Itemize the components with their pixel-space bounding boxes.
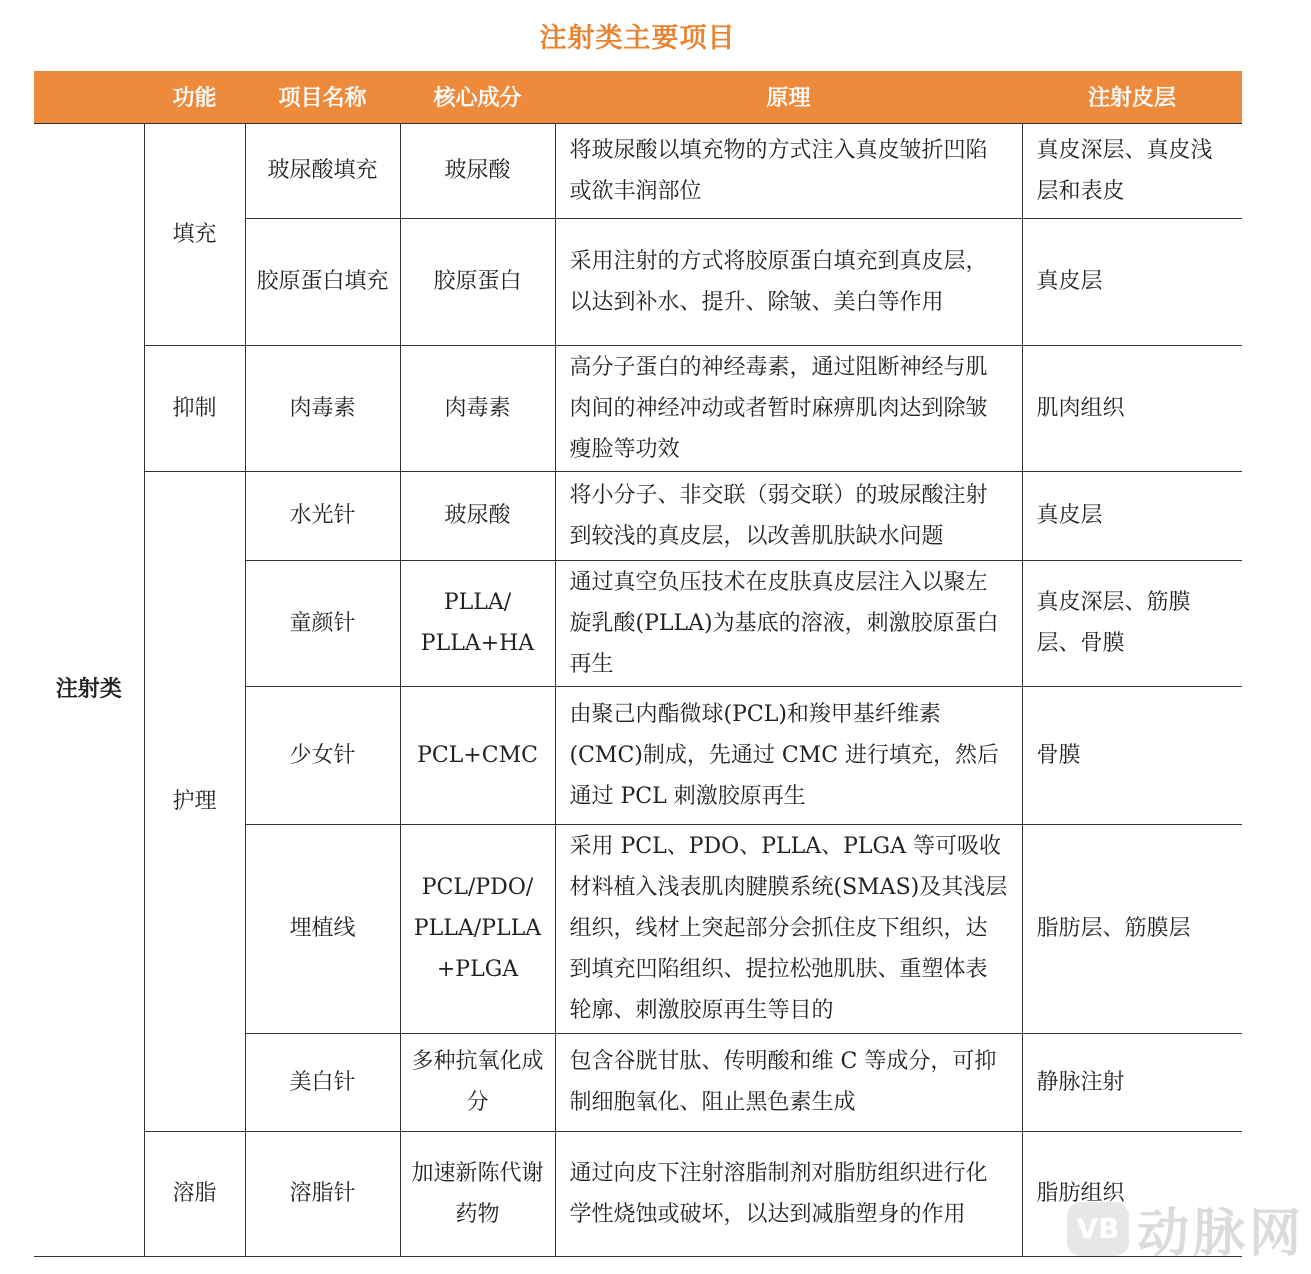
function-cell: 抑制 <box>144 345 245 471</box>
skin-layer-cell: 脂肪组织 <box>1022 1131 1242 1256</box>
skin-layer-cell: 骨膜 <box>1022 686 1242 824</box>
watermark <box>1067 1191 1305 1266</box>
item-name-cell: 美白针 <box>245 1033 400 1131</box>
skin-layer-cell: 真皮层 <box>1022 218 1242 345</box>
item-name-cell: 水光针 <box>245 471 400 560</box>
item-name-cell: 少女针 <box>245 686 400 824</box>
skin-layer-cell: 真皮深层、筋膜层、骨膜 <box>1022 560 1242 686</box>
ingredient-cell: PCL/PDO/ PLLA/PLLA +PLGA <box>400 824 555 1033</box>
principle-cell: 将玻尿酸以填充物的方式注入真皮皱折凹陷或欲丰润部位 <box>555 123 1022 218</box>
principle-cell: 采用 PCL、PDO、PLLA、PLGA 等可吸收材料植入浅表肌肉腱膜系统(SMAS)及其浅层组织，线材上突起部分会抓住皮下组织，达到填充凹陷组织、提拉松弛肌肤、重塑体表轮廓、刺激胶原再生等目的 <box>555 824 1022 1033</box>
table-title: 注射类主要项目 <box>539 23 736 54</box>
item-name-cell: 肉毒素 <box>245 345 400 471</box>
header-function: 功能 <box>172 85 217 112</box>
ingredient-cell: PLLA/ PLLA+HA <box>400 560 555 686</box>
skin-layer-cell: 静脉注射 <box>1022 1033 1242 1131</box>
skin-layer-cell: 真皮层 <box>1022 471 1242 560</box>
principle-cell: 通过向皮下注射溶脂制剂对脂肪组织进行化学性烧蚀或破坏，以达到减脂塑身的作用 <box>555 1131 1022 1256</box>
header-row <box>34 71 1242 123</box>
item-name-cell: 埋植线 <box>245 824 400 1033</box>
function-cell: 护理 <box>144 471 245 1131</box>
principle-cell: 包含谷胱甘肽、传明酸和维 C 等成分，可抑制细胞氧化、阻止黑色素生成 <box>555 1033 1022 1131</box>
item-name-cell: 胶原蛋白填充 <box>245 218 400 345</box>
table-row <box>34 123 1242 218</box>
table-row <box>34 471 1242 560</box>
ingredient-cell: 玻尿酸 <box>400 471 555 560</box>
principle-cell: 将小分子、非交联（弱交联）的玻尿酸注射到较浅的真皮层，以改善肌肤缺水问题 <box>555 471 1022 560</box>
ingredient-cell: 肉毒素 <box>400 345 555 471</box>
header-skin-layer: 注射皮层 <box>1087 85 1176 112</box>
ingredient-cell: PCL+CMC <box>400 686 555 824</box>
vb-logo-icon: VB <box>1067 1202 1129 1256</box>
watermark-text: 动脉网 <box>1136 1204 1305 1264</box>
table-row <box>34 1131 1242 1256</box>
injection-projects-table <box>34 71 1242 1257</box>
header-item-name: 项目名称 <box>278 85 367 112</box>
principle-cell: 通过真空负压技术在皮肤真皮层注入以聚左旋乳酸(PLLA)为基底的溶液，刺激胶原蛋白再生 <box>555 560 1022 686</box>
ingredient-cell: 加速新陈代谢药物 <box>400 1131 555 1256</box>
ingredient-cell: 玻尿酸 <box>400 123 555 218</box>
table-row <box>34 345 1242 471</box>
header-core-ingredient: 核心成分 <box>433 85 522 112</box>
header-category <box>34 71 144 123</box>
skin-layer-cell: 真皮深层、真皮浅层和表皮 <box>1022 123 1242 218</box>
item-name-cell: 玻尿酸填充 <box>245 123 400 218</box>
header-principle: 原理 <box>766 85 811 112</box>
principle-cell: 由聚己内酯微球(PCL)和羧甲基纤维素(CMC)制成，先通过 CMC 进行填充，然后通过 PCL 刺激胶原再生 <box>555 686 1022 824</box>
skin-layer-cell: 脂肪层、筋膜层 <box>1022 824 1242 1033</box>
ingredient-cell: 多种抗氧化成分 <box>400 1033 555 1131</box>
skin-layer-cell: 肌肉组织 <box>1022 345 1242 471</box>
item-name-cell: 童颜针 <box>245 560 400 686</box>
function-cell: 溶脂 <box>144 1131 245 1256</box>
function-cell: 填充 <box>144 123 245 345</box>
item-name-cell: 溶脂针 <box>245 1131 400 1256</box>
category-cell: 注射类 <box>34 123 144 1256</box>
ingredient-cell: 胶原蛋白 <box>400 218 555 345</box>
principle-cell: 高分子蛋白的神经毒素，通过阻断神经与肌肉间的神经冲动或者暂时麻痹肌肉达到除皱瘦脸等功效 <box>555 345 1022 471</box>
principle-cell: 采用注射的方式将胶原蛋白填充到真皮层，以达到补水、提升、除皱、美白等作用 <box>555 218 1022 345</box>
